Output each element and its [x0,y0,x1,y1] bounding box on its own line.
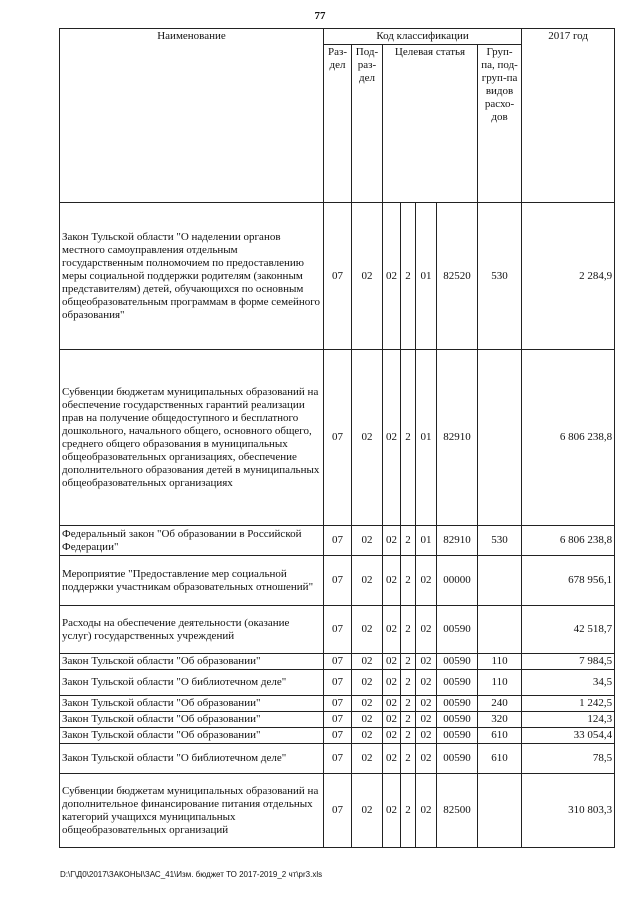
row-target-type: 2 [401,728,416,744]
row-amount: 6 806 238,8 [522,526,615,556]
row-podrazdel: 02 [352,556,383,606]
header-name: Наименование [60,29,324,203]
row-target-program: 02 [383,654,401,670]
table-row [60,654,615,670]
header-group: Груп-па, под-груп-па видов расхо-дов [478,45,522,203]
row-amount: 2 284,9 [522,203,615,350]
row-target-type: 2 [401,712,416,728]
row-target-type: 2 [401,696,416,712]
row-target-program: 02 [383,712,401,728]
row-target-program: 02 [383,670,401,696]
row-expense-group: 530 [478,526,522,556]
page-number: 77 [314,10,326,22]
row-name: Расходы на обеспечение деятельности (оказание услуг) государственных учреждений [60,606,324,654]
table-header [60,29,615,203]
row-target-direction: 00590 [437,696,478,712]
row-podrazdel: 02 [352,606,383,654]
row-expense-group: 320 [478,712,522,728]
row-razdel: 07 [324,526,352,556]
row-target-program: 02 [383,744,401,774]
row-name: Закон Тульской области "О библиотечном деле" [60,670,324,696]
row-podrazdel: 02 [352,712,383,728]
table-row [60,774,615,848]
row-amount: 42 518,7 [522,606,615,654]
row-target-event: 02 [416,696,437,712]
row-target-event: 02 [416,774,437,848]
row-amount: 310 803,3 [522,774,615,848]
header-podrazdel: Под-раз-дел [352,45,383,203]
row-target-type: 2 [401,203,416,350]
row-target-type: 2 [401,744,416,774]
row-target-program: 02 [383,696,401,712]
table-row [60,670,615,696]
row-amount: 34,5 [522,670,615,696]
row-name: Закон Тульской области "Об образовании" [60,712,324,728]
row-target-type: 2 [401,654,416,670]
row-expense-group: 610 [478,744,522,774]
header-razdel: Раз-дел [324,45,352,203]
row-expense-group [478,556,522,606]
row-name: Закон Тульской области "Об образовании" [60,728,324,744]
table-row [60,712,615,728]
row-razdel: 07 [324,774,352,848]
row-target-event: 02 [416,606,437,654]
row-razdel: 07 [324,654,352,670]
row-podrazdel: 02 [352,654,383,670]
row-expense-group [478,774,522,848]
row-podrazdel: 02 [352,744,383,774]
row-target-direction: 82910 [437,350,478,526]
row-razdel: 07 [324,203,352,350]
row-target-direction: 82910 [437,526,478,556]
row-name: Закон Тульской области "Об образовании" [60,696,324,712]
row-podrazdel: 02 [352,774,383,848]
row-razdel: 07 [324,350,352,526]
header-year: 2017 год [522,29,615,203]
row-expense-group: 110 [478,654,522,670]
row-target-program: 02 [383,606,401,654]
row-razdel: 07 [324,696,352,712]
row-expense-group: 530 [478,203,522,350]
row-amount: 6 806 238,8 [522,350,615,526]
row-target-direction: 00590 [437,670,478,696]
row-expense-group: 240 [478,696,522,712]
row-expense-group [478,350,522,526]
row-name: Закон Тульской области "О наделении органов местного самоуправления отдельным государственным полномочием по предоставлению меры социальной поддержки родителям (законным представителям) детей, обучающихся по основным общеобразовательным программам в форме семейного образования" [60,203,324,350]
row-target-event: 02 [416,744,437,774]
row-razdel: 07 [324,670,352,696]
table-row [60,526,615,556]
row-target-type: 2 [401,526,416,556]
row-target-event: 01 [416,203,437,350]
header-target: Целевая статья [383,45,478,203]
row-target-type: 2 [401,774,416,848]
row-target-program: 02 [383,774,401,848]
row-target-program: 02 [383,350,401,526]
row-name: Закон Тульской области "Об образовании" [60,654,324,670]
row-target-direction: 82520 [437,203,478,350]
table-row [60,696,615,712]
row-target-program: 02 [383,728,401,744]
row-razdel: 07 [324,606,352,654]
table-row [60,350,615,526]
row-razdel: 07 [324,744,352,774]
row-target-type: 2 [401,556,416,606]
table-row [60,744,615,774]
row-target-event: 01 [416,350,437,526]
budget-table [59,28,615,848]
row-name: Субвенции бюджетам муниципальных образований на обеспечение государственных гарантий реализации прав на получение общедоступного и бесплатного дошкольного, начального общего, основного общего, среднего общего образования в муниципальных общеобразовательных организациях, обеспечение дополнительного образования детей в муниципальных общеобразовательных организациях [60,350,324,526]
row-target-program: 02 [383,526,401,556]
row-expense-group: 110 [478,670,522,696]
row-target-program: 02 [383,556,401,606]
row-podrazdel: 02 [352,350,383,526]
row-target-direction: 00590 [437,606,478,654]
row-podrazdel: 02 [352,696,383,712]
row-target-event: 02 [416,670,437,696]
table-row [60,606,615,654]
row-target-event: 02 [416,712,437,728]
row-podrazdel: 02 [352,203,383,350]
table-row [60,203,615,350]
row-target-event: 01 [416,526,437,556]
table-body [60,203,615,848]
row-target-direction: 00590 [437,712,478,728]
row-podrazdel: 02 [352,728,383,744]
row-amount: 124,3 [522,712,615,728]
row-target-direction: 00000 [437,556,478,606]
row-target-direction: 00590 [437,654,478,670]
row-razdel: 07 [324,712,352,728]
row-target-direction: 82500 [437,774,478,848]
row-name: Федеральный закон "Об образовании в Российской Федерации" [60,526,324,556]
row-target-event: 02 [416,728,437,744]
row-podrazdel: 02 [352,526,383,556]
row-amount: 33 054,4 [522,728,615,744]
row-name: Мероприятие "Предоставление мер социальной поддержки участникам образовательных отношений" [60,556,324,606]
row-target-direction: 00590 [437,728,478,744]
row-expense-group [478,606,522,654]
row-target-type: 2 [401,606,416,654]
row-name: Субвенции бюджетам муниципальных образований на дополнительное финансирование питания отдельных категорий учащихся муниципальных общеобразовательных организаций [60,774,324,848]
row-podrazdel: 02 [352,670,383,696]
row-amount: 7 984,5 [522,654,615,670]
header-code-group: Код классификации [324,29,522,45]
row-target-type: 2 [401,670,416,696]
row-target-program: 02 [383,203,401,350]
row-amount: 678 956,1 [522,556,615,606]
row-target-event: 02 [416,654,437,670]
file-path-footer: D:\Г\Д0\2017\ЗАКОНЫ\ЗАС_41\Изм. бюджет ТО 2017-2019_2 чт\pr3.xls [60,870,323,879]
row-target-type: 2 [401,350,416,526]
table-row [60,728,615,744]
table-row [60,556,615,606]
row-target-direction: 00590 [437,744,478,774]
row-amount: 1 242,5 [522,696,615,712]
row-target-event: 02 [416,556,437,606]
row-amount: 78,5 [522,744,615,774]
row-razdel: 07 [324,728,352,744]
row-razdel: 07 [324,556,352,606]
row-name: Закон Тульской области "О библиотечном деле" [60,744,324,774]
row-expense-group: 610 [478,728,522,744]
